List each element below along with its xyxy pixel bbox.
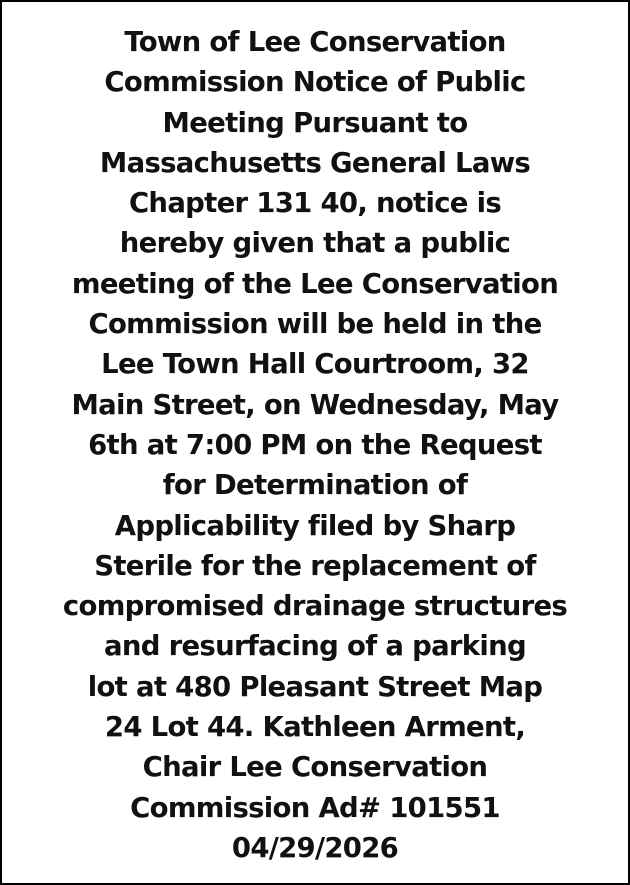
notice-line: Massachusetts General Laws [99,146,531,179]
notice-line: compromised drainage structures [62,590,568,623]
notice-line: hereby given that a public [119,227,511,260]
notice-line: 04/29/2026 [231,831,399,864]
notice-line: Lee Town Hall Courtroom, 32 [101,348,529,381]
notice-line: Commission will be held in the [88,308,542,341]
notice-line: 24 Lot 44. Kathleen Arment, [104,711,526,744]
notice-line: Commission Notice of Public [104,66,526,99]
notice-line: Chair Lee Conservation [142,751,488,784]
notice-line: lot at 480 Pleasant Street Map [87,670,543,703]
notice-line: meeting of the Lee Conservation [71,267,559,300]
notice-line: Applicability filed by Sharp [114,509,516,542]
notice-line: Town of Lee Conservation [124,26,506,58]
notice-line: Commission Ad# 101551 [130,791,500,824]
notice-line: and resurfacing of a parking [104,630,526,663]
notice-line: Main Street, on Wednesday, May [71,388,559,421]
notice-line: Meeting Pursuant to [162,106,468,139]
notice-body [4,22,626,868]
notice-line: for Determination of [162,469,468,502]
notice-line: 6th at 7:00 PM on the Request [88,428,542,461]
notice-line: Chapter 131 40, notice is [128,187,502,220]
notice-line: Sterile for the replacement of [94,549,536,582]
